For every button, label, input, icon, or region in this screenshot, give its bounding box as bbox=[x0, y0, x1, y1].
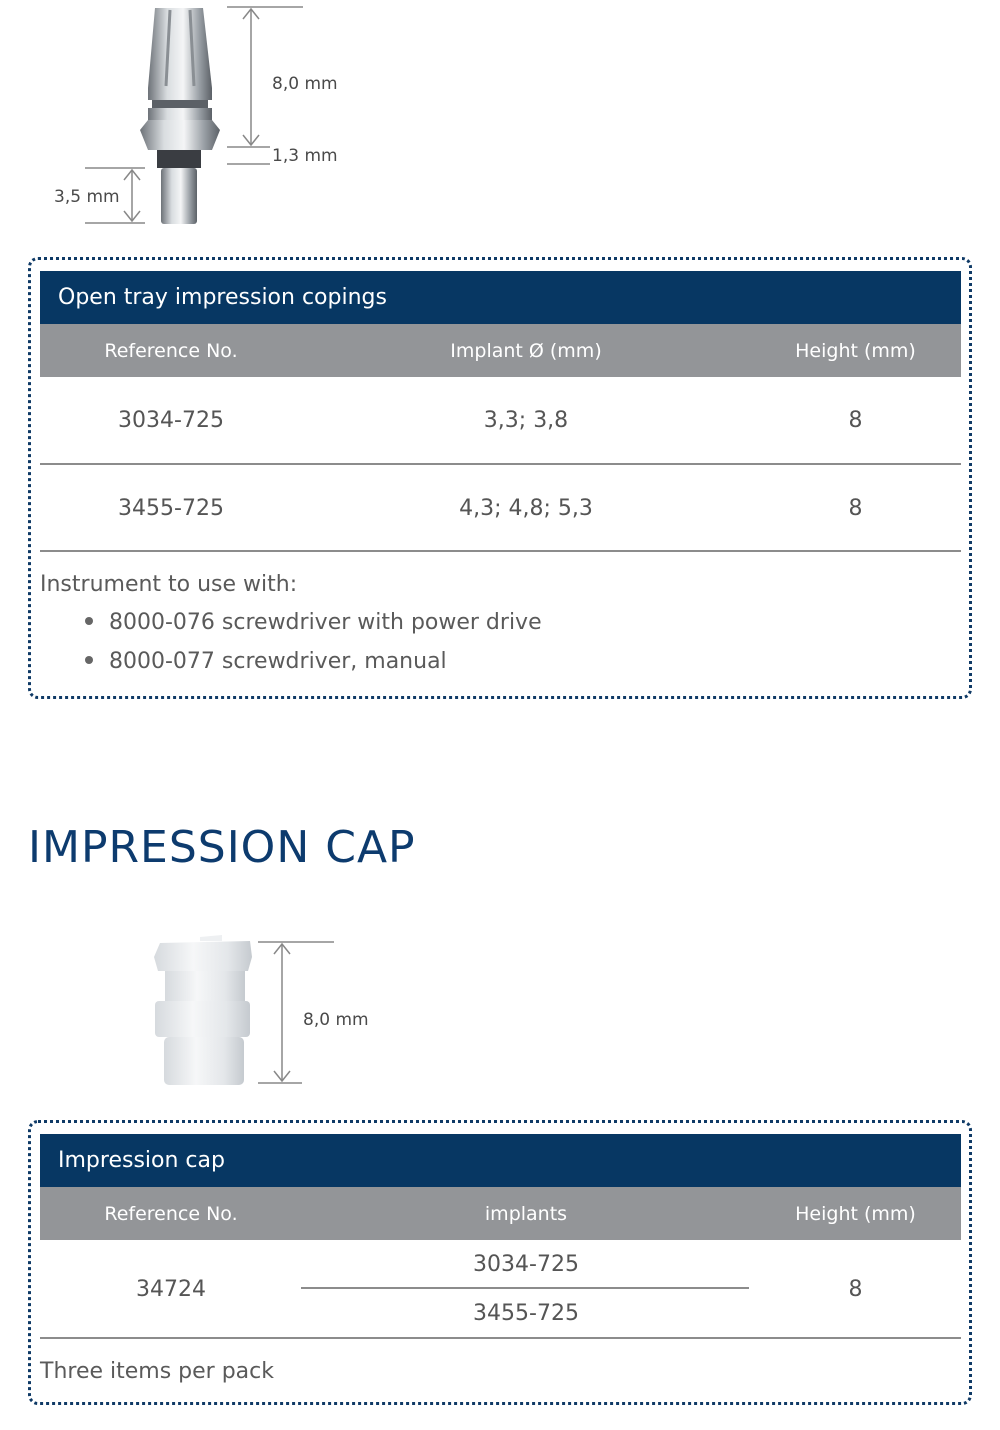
row-divider bbox=[40, 1337, 961, 1339]
cell-reference: 34724 bbox=[136, 1276, 206, 1302]
header-implant-diameter: Implant Ø (mm) bbox=[450, 339, 602, 362]
list-item bbox=[85, 610, 542, 635]
header-reference: Reference No. bbox=[104, 339, 238, 362]
impression-cap-table-title: Impression cap bbox=[40, 1134, 961, 1187]
coping-table-header bbox=[40, 324, 961, 377]
header-height: Height (mm) bbox=[795, 339, 916, 362]
dimension-label-lower: 3,5 mm bbox=[54, 187, 120, 207]
dimension-label-upper: 8,0 mm bbox=[272, 74, 338, 94]
instrument-item: 8000-076 screwdriver with power drive bbox=[109, 610, 542, 635]
list-item bbox=[85, 649, 447, 674]
cell-reference: 3034-725 bbox=[118, 407, 224, 433]
table-row bbox=[40, 1240, 961, 1338]
cell-implant-1: 3034-725 bbox=[473, 1252, 579, 1277]
cell-reference: 3455-725 bbox=[118, 495, 224, 521]
cell-height: 8 bbox=[848, 407, 863, 433]
instrument-item: 8000-077 screwdriver, manual bbox=[109, 649, 447, 674]
cell-height: 8 bbox=[848, 1276, 863, 1302]
header-height: Height (mm) bbox=[795, 1202, 916, 1225]
dimension-label-height: 8,0 mm bbox=[303, 1010, 369, 1030]
table-row bbox=[40, 377, 961, 463]
pack-note: Three items per pack bbox=[40, 1359, 274, 1384]
bullet-icon bbox=[85, 656, 93, 664]
section-title: IMPRESSION CAP bbox=[28, 822, 416, 873]
header-implants: implants bbox=[484, 1202, 568, 1225]
cell-implant-diameter: 3,3; 3,8 bbox=[483, 407, 569, 433]
row-divider bbox=[40, 550, 961, 552]
table-row bbox=[40, 465, 961, 551]
instrument-label: Instrument to use with: bbox=[40, 572, 298, 597]
coping-table-title: Open tray impression copings bbox=[40, 271, 961, 324]
cell-height: 8 bbox=[848, 495, 863, 521]
bullet-icon bbox=[85, 617, 93, 625]
dimension-label-collar: 1,3 mm bbox=[272, 146, 338, 166]
cell-implant-2: 3455-725 bbox=[473, 1301, 579, 1326]
header-reference: Reference No. bbox=[104, 1202, 238, 1225]
impression-cap-table-header bbox=[40, 1187, 961, 1240]
cell-implant-diameter: 4,3; 4,8; 5,3 bbox=[459, 495, 593, 521]
implant-divider bbox=[301, 1287, 749, 1289]
